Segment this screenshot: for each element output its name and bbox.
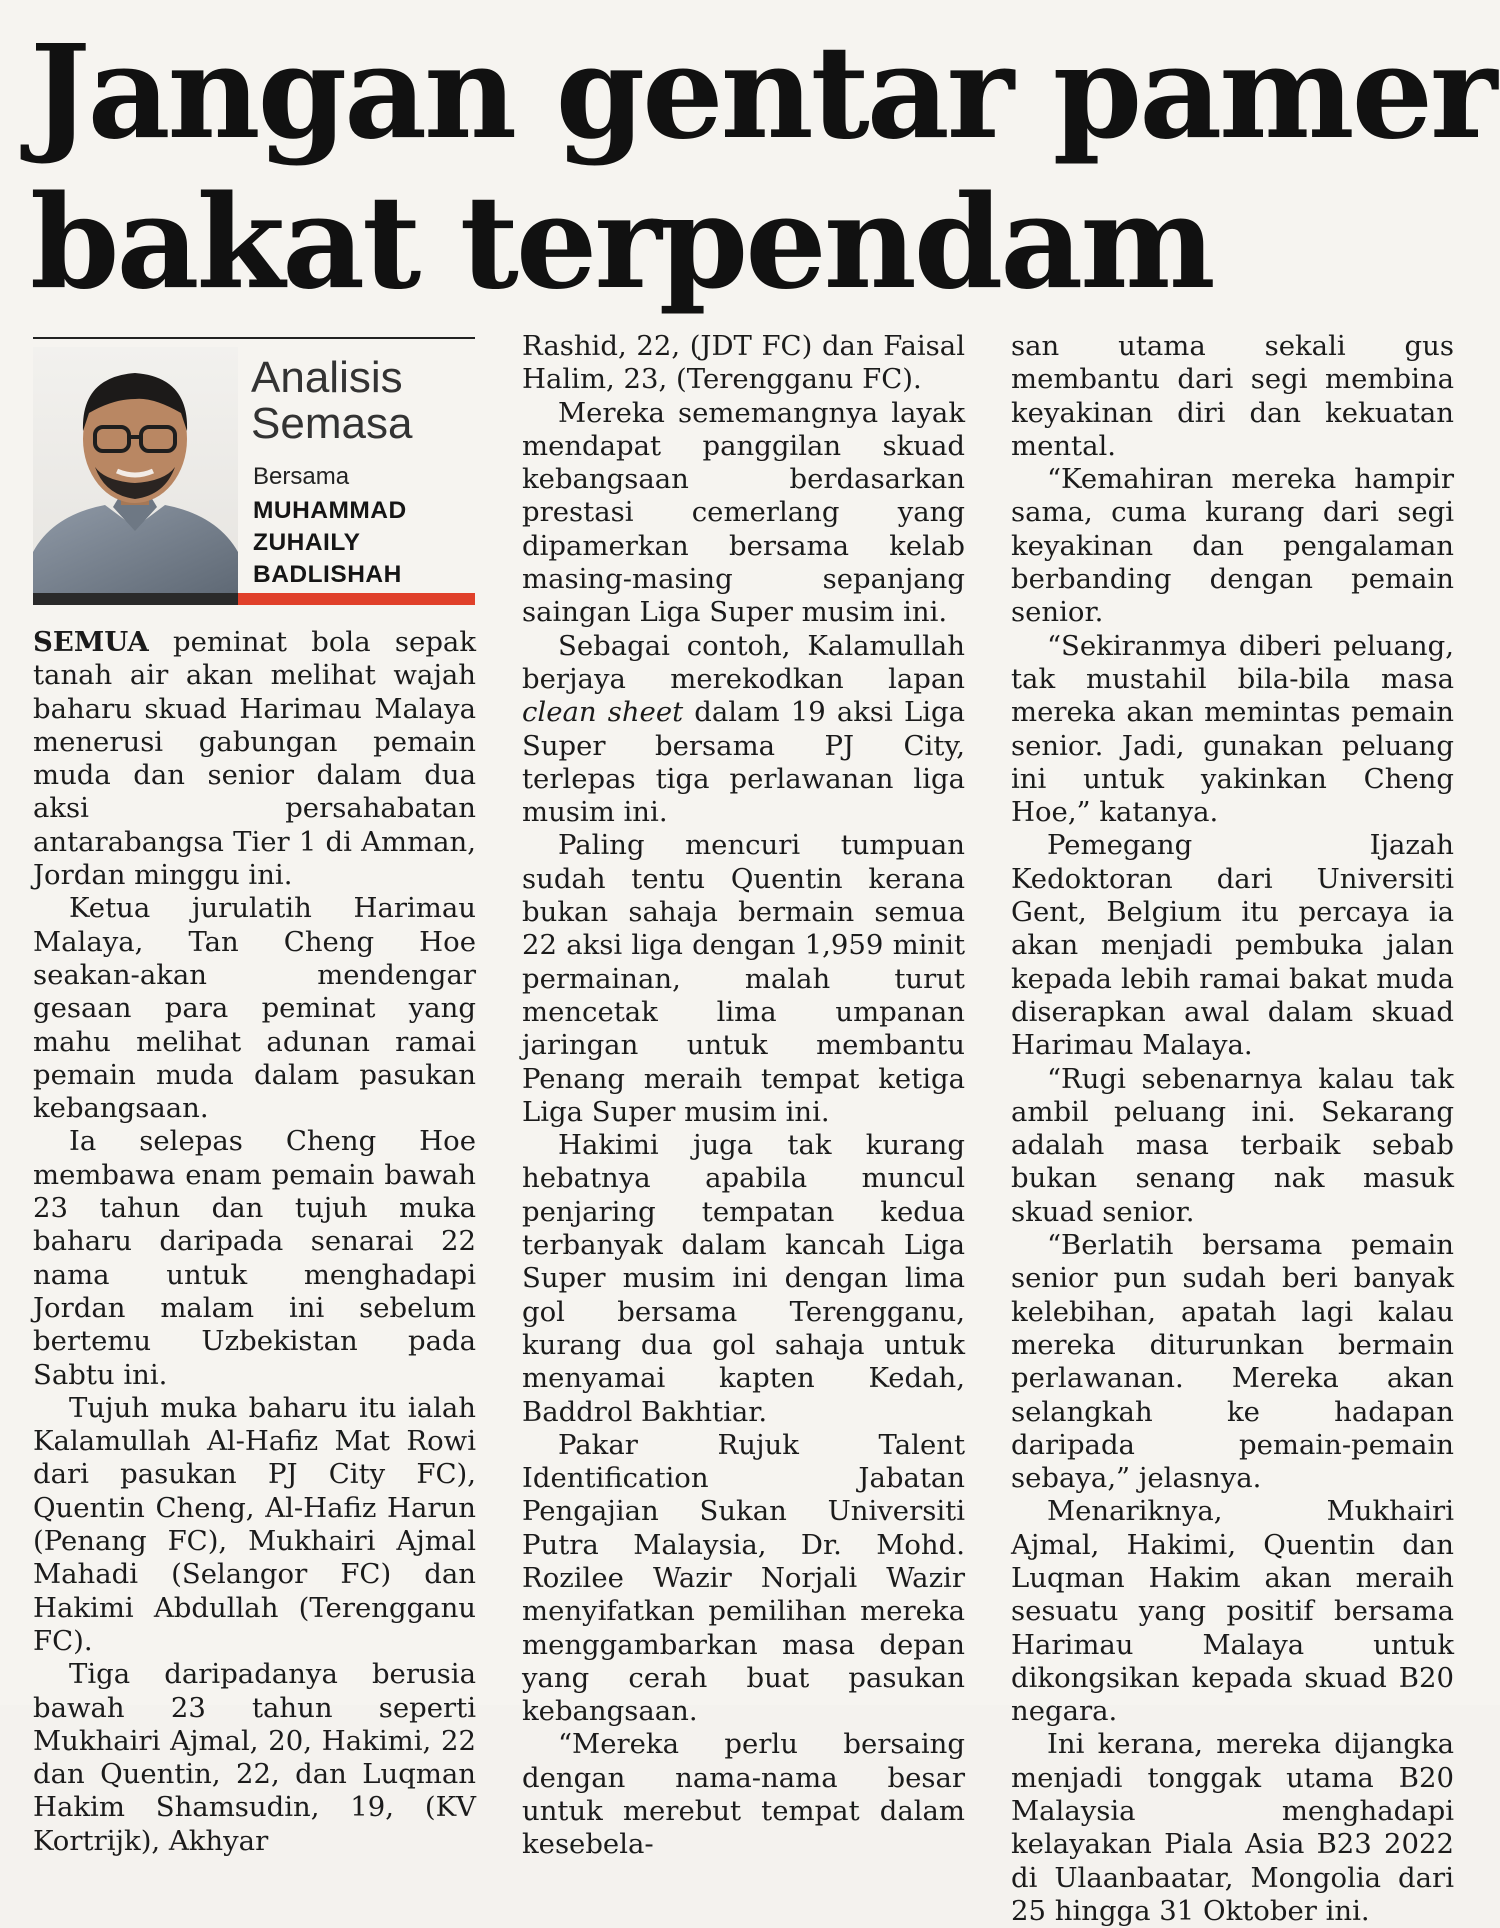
- emphasis-text: clean sheet: [522, 696, 684, 729]
- paragraph: “Berlatih bersama pemain senior pun sudah beri banyak kelebihan, apatah lagi kalau mereka diturunkan bermain perlawanan. Mereka akan selangkah ke hadapan daripada pemain-pemain sebaya,” jelasnya.: [1011, 1229, 1454, 1495]
- author-name-line-3: BADLISHAH: [253, 561, 402, 588]
- byline-top-rule: [33, 337, 475, 339]
- paragraph: “Sekiranmya diberi peluang, tak mustahil bila-bila masa mereka akan memintas pemain senior. Jadi, gunakan peluang ini untuk yakinkan Cheng Hoe,” katanya.: [1011, 629, 1454, 829]
- paragraph-continued: san utama sekali gus membantu dari segi membina keyakinan diri dan kekuatan mental.: [1011, 330, 1454, 462]
- headline-line-2: bakat terpendam: [30, 168, 1213, 318]
- paragraph: [522, 630, 965, 830]
- lead-word: SEMUA: [33, 626, 149, 658]
- paragraph: Ia selepas Cheng Hoe membawa enam pemain bawah 23 tahun dan tujuh muka baharu daripada senarai 22 nama untuk menghadapi Jordan malam ini sebelum bertemu Uzbekistan pada Sabtu ini.: [33, 1125, 476, 1391]
- paragraph-text: dalam 19 aksi Liga Super bersama PJ City, terlepas tiga perlawanan liga musim ini.: [522, 696, 966, 829]
- column-title: [251, 355, 412, 447]
- author-name: [253, 495, 407, 591]
- paragraph: [33, 626, 476, 892]
- paragraph: Pakar Rujuk Talent Identification Jabatan Pengajian Sukan Universiti Putra Malaysia, Dr. Mohd. Rozilee Wazir Norjali Wazir menyifatkan pemilihan mereka menggambarkan masa depan yang cerah buat pasukan kebangsaan.: [522, 1428, 965, 1728]
- paragraph: “Mereka perlu bersaing dengan nama-nama besar untuk merebut tempat dalam kesebela-: [522, 1728, 965, 1861]
- author-name-line-1: MUHAMMAD: [253, 497, 407, 524]
- paragraph: Paling mencuri tumpuan sudah tentu Quentin kerana bukan sahaja bermain semua 22 aksi liga dengan 1,959 minit permainan, malah turut mencetak lima umpanan jaringan untuk membantu Penang meraih tempat ketiga Liga Super musim ini.: [522, 829, 965, 1128]
- paragraph: “Rugi sebenarnya kalau tak ambil peluang ini. Sekarang adalah masa terbaik sebab bukan senang nak masuk skuad senior.: [1011, 1062, 1454, 1228]
- column-title-line-1: Analisis: [251, 353, 403, 402]
- paragraph: Hakimi juga tak kurang hebatnya apabila muncul penjaring tempatan kedua terbanyak dalam kancah Liga Super musim ini dengan lima gol bersama Terengganu, kurang dua gol sahaja untuk menyamai kapten Kedah, Baddrol Bakhtiar.: [522, 1129, 965, 1428]
- paragraph: Tujuh muka baharu itu ialah Kalamullah Al-Hafiz Mat Rowi dari pasukan PJ City FC), Quentin Cheng, Al-Hafiz Harun (Penang FC), Mukhairi Ajmal Mahadi (Selangor FC) dan Hakimi Abdullah (Terengganu FC).: [33, 1391, 476, 1657]
- paragraph: Mereka sememangnya layak mendapat panggilan skuad kebangsaan berdasarkan prestasi cemerlang yang dipamerkan bersama kelab masing-masing sepanjang saingan Liga Super musim ini.: [522, 396, 965, 629]
- headline-line-1: Jangan gentar pamer: [30, 18, 1495, 168]
- article-column-2: [522, 330, 965, 1862]
- column-byline-box: [33, 337, 475, 607]
- article-column-1: [33, 626, 476, 1858]
- paragraph-continued: Rashid, 22, (JDT FC) dan Faisal Halim, 23, (Terengganu FC).: [522, 330, 965, 396]
- article-column-3: [1011, 330, 1454, 1928]
- author-portrait-image: [33, 347, 238, 597]
- paragraph: “Kemahiran mereka hampir sama, cuma kurang dari segi keyakinan dan pengalaman berbanding dengan pemain senior.: [1011, 463, 1454, 629]
- byline-bar-dark: [33, 593, 238, 605]
- headline: [30, 18, 1495, 318]
- author-portrait: [33, 347, 238, 597]
- paragraph: Menariknya, Mukhairi Ajmal, Hakimi, Quentin dan Luqman Hakim akan meraih sesuatu yang positif bersama Harimau Malaya untuk dikongsikan kepada skuad B20 negara.: [1011, 1495, 1454, 1728]
- byline-bar-accent: [238, 593, 475, 605]
- paragraph-text: peminat bola sepak tanah air akan melihat wajah baharu skuad Harimau Malaya menerusi gabungan pemain muda dan senior dalam dua aksi persahabatan antarabangsa Tier 1 di Amman, Jordan minggu ini.: [33, 626, 476, 892]
- with-label: Bersama: [253, 463, 350, 490]
- column-title-line-2: Semasa: [251, 399, 413, 448]
- paragraph: Ini kerana, mereka dijangka menjadi tonggak utama B20 Malaysia menghadapi kelayakan Piala Asia B23 2022 di Ulaanbaatar, Mongolia dari 25 hingga 31 Oktober ini.: [1011, 1728, 1454, 1927]
- paragraph: Pemegang Ijazah Kedoktoran dari Universiti Gent, Belgium itu percaya ia akan menjadi pembuka jalan kepada lebih ramai bakat muda diserapkan awal dalam skuad Harimau Malaya.: [1011, 829, 1454, 1062]
- paragraph: Ketua jurulatih Harimau Malaya, Tan Cheng Hoe seakan-akan mendengar gesaan para peminat yang mahu melihat adunan ramai pemain muda dalam pasukan kebangsaan.: [33, 892, 476, 1125]
- paragraph: Tiga daripadanya berusia bawah 23 tahun seperti Mukhairi Ajmal, 20, Hakimi, 22 dan Quentin, 22, dan Luqman Hakim Shamsudin, 19, (KV Kortrijk), Akhyar: [33, 1658, 476, 1857]
- paragraph-text: Sebagai contoh, Kalamullah berjaya merekodkan lapan: [522, 629, 965, 695]
- author-name-line-2: ZUHAILY: [253, 529, 361, 556]
